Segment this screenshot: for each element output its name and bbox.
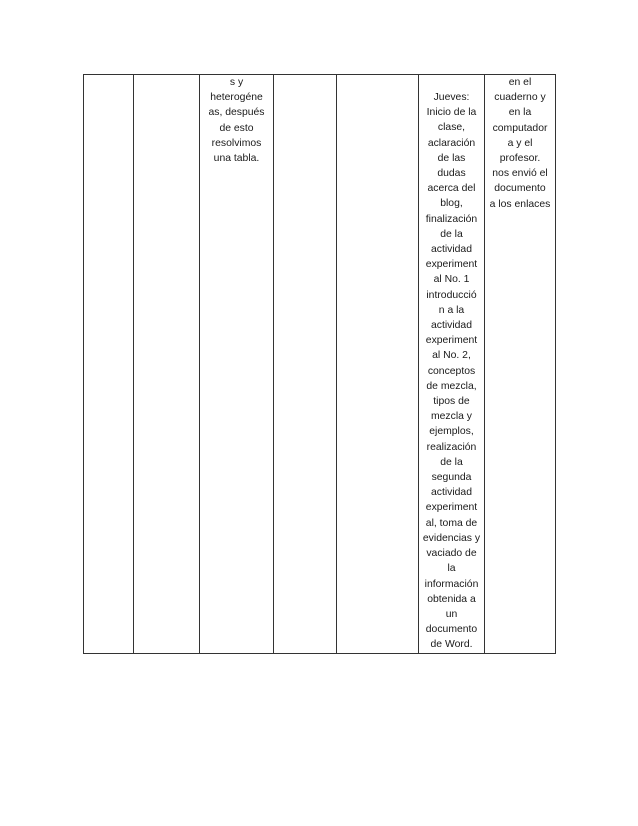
cell-line: de mezcla,	[426, 380, 477, 392]
table-cell-col-1	[84, 75, 134, 654]
cell-line: experiment	[425, 259, 478, 271]
cell-text	[419, 75, 484, 653]
cell-line: finalización	[425, 213, 478, 225]
cell-line: dudas	[437, 168, 466, 180]
cell-line: evidencias y	[422, 532, 481, 544]
table-cell-col-2	[134, 75, 200, 654]
cell-line: en la	[508, 107, 532, 119]
table-cell-col-3	[200, 75, 274, 654]
cell-line: n a la	[438, 304, 465, 316]
cell-line: al No. 1	[433, 274, 470, 286]
cell-line: experiment	[425, 502, 478, 514]
cell-line: documento	[425, 624, 478, 636]
cell-line: resolvimos	[211, 137, 262, 149]
cell-line: actividad	[430, 320, 472, 332]
cell-line: una tabla.	[213, 153, 260, 165]
cell-line: actividad	[430, 244, 472, 256]
cell-line: a los enlaces	[489, 198, 551, 210]
cell-line: clase,	[437, 122, 466, 134]
cell-line: de las	[437, 152, 466, 164]
table-cell-col-4	[274, 75, 337, 654]
cell-line: as, después	[208, 107, 265, 119]
cell-line: obtenida a	[427, 593, 476, 605]
cell-line: conceptos	[427, 365, 476, 377]
cell-line: un	[445, 608, 458, 620]
cell-text	[200, 75, 273, 166]
cell-line: a y el	[507, 137, 533, 149]
cell-line: acerca del	[427, 183, 476, 195]
cell-line: al, toma de	[425, 517, 478, 529]
cell-line: segunda	[431, 472, 472, 484]
cell-line: la	[447, 563, 456, 575]
cell-line: información	[424, 578, 479, 590]
cell-line: actividad	[430, 487, 472, 499]
table-cell-col-6	[419, 75, 485, 654]
table-row	[84, 75, 556, 654]
cell-line: computador	[492, 122, 548, 134]
table-cell-col-7	[485, 75, 556, 654]
cell-line: realización	[426, 441, 477, 453]
cell-line: tipos de	[433, 396, 470, 408]
cell-line: experiment	[425, 335, 478, 347]
cell-line: nos envió el	[492, 168, 548, 180]
cell-line: de esto	[219, 122, 254, 134]
cell-line: de Word.	[430, 639, 473, 651]
cell-line: heterogéne	[210, 92, 263, 104]
cell-line: ejemplos,	[429, 426, 474, 438]
cell-line: cuaderno y	[494, 92, 546, 104]
cell-line: blog,	[440, 198, 463, 210]
cell-line: aclaración	[427, 137, 476, 149]
cell-line: de la	[440, 228, 463, 240]
cell-line: Jueves:	[433, 92, 470, 103]
activity-table	[83, 74, 556, 654]
cell-text	[485, 75, 555, 212]
cell-line: en el	[508, 77, 532, 88]
cell-line: vaciado de	[426, 548, 477, 560]
cell-line: mezcla y	[431, 411, 472, 423]
cell-line: profesor.	[499, 153, 541, 165]
cell-line: documento	[494, 183, 546, 195]
cell-line: de la	[440, 456, 463, 468]
cell-line: introducció	[426, 289, 477, 301]
cell-line: Inicio de la	[426, 107, 477, 119]
cell-line: al No. 2,	[432, 350, 471, 362]
cell-line: s y	[229, 77, 244, 88]
table-cell-col-5	[337, 75, 419, 654]
